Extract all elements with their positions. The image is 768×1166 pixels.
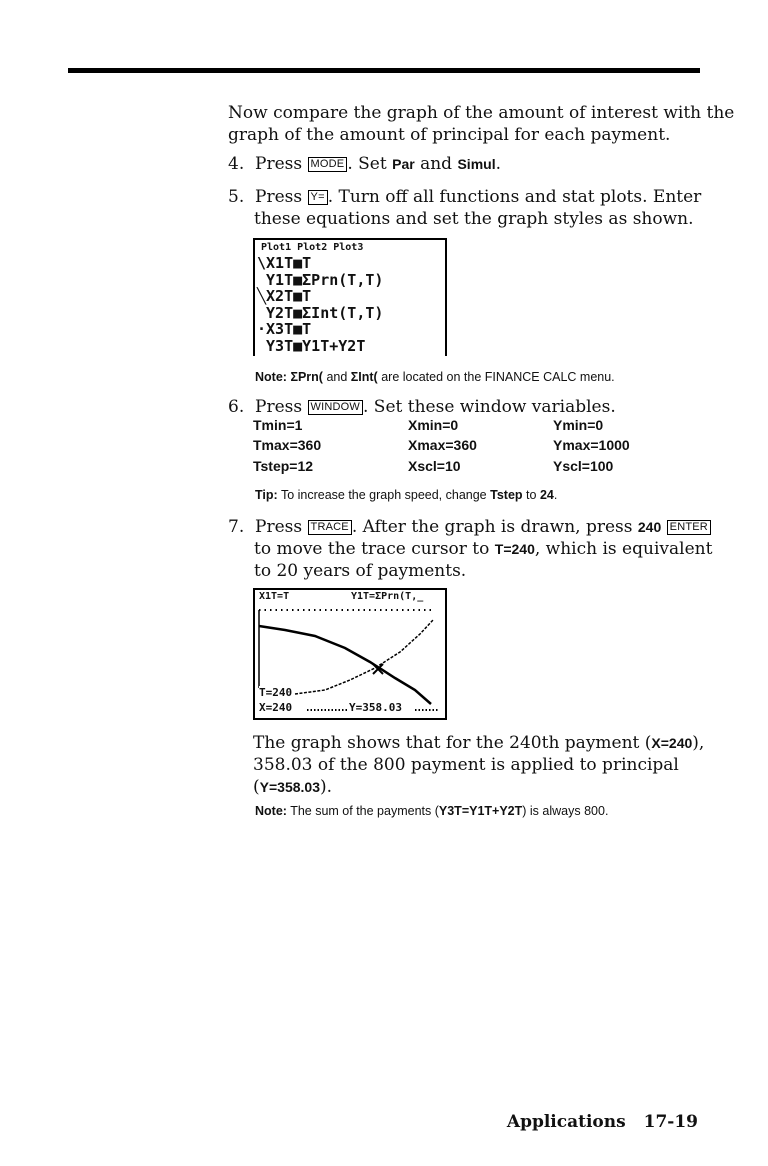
step-5: 5. Press Y= . Turn off all functions and stat plots. Enter these equations and set the graph styles as shown.: [228, 187, 702, 229]
page-footer: [507, 1112, 698, 1132]
trace-t-value: T=240: [259, 686, 293, 699]
y-row: Y3T■Y1T+Y2T: [257, 336, 366, 355]
y-row: ·X3T■T: [257, 320, 312, 338]
trace-graph-screen: [253, 588, 447, 720]
graph-function-label: Y1T=ΣPrn(T,_: [351, 591, 424, 602]
enter-key: ENTER: [667, 520, 711, 535]
mode-key: MODE: [308, 157, 348, 172]
y-row: \X1T■T: [257, 254, 312, 272]
summary-paragraph: The graph shows that for the 240th payment (X=240), 358.03 of the 800 payment is applied to principal (Y=358.03).: [253, 733, 705, 797]
note-finance-menu: Note: ΣPrn( and ΣInt( are located on the FINANCE CALC menu.: [255, 370, 615, 384]
header-rule: [68, 68, 700, 73]
trace-key: TRACE: [308, 520, 352, 535]
y-equals-key: Y=: [308, 190, 328, 205]
y-row: Y1T■ΣPrn(T,T): [257, 270, 384, 289]
tip: Tip: To increase the graph speed, change Tstep to 24.: [255, 488, 558, 502]
step-6: 6. Press WINDOW . Set these window variables.: [228, 397, 616, 417]
y-editor-screen: [253, 238, 447, 356]
window-key: WINDOW: [308, 400, 363, 415]
trace-x-value: X=240: [259, 701, 293, 714]
section-title: Applications: [506, 1112, 626, 1132]
intro-paragraph: Now compare the graph of the amount of interest with the graph of the amount of principal for each payment.: [228, 103, 735, 145]
step-7: 7. Press TRACE . After the graph is drawn, press 240 ENTER to move the trace cursor to T=240, which is equivalent to 20 years of payments.: [228, 517, 713, 581]
step-4: 4. Press MODE . Set Par and Simul.: [228, 154, 501, 174]
trace-y-value: Y=358.03: [349, 701, 402, 714]
y-row: ╲X2T■T: [257, 287, 312, 305]
graph-equation-label: X1T=T: [259, 591, 290, 602]
principal-curve: [295, 620, 433, 694]
y-row: Y2T■ΣInt(T,T): [257, 303, 384, 322]
note-sum: Note: The sum of the payments (Y3T=Y1T+Y2T) is always 800.: [255, 804, 609, 818]
page-number: 17-19: [643, 1112, 698, 1132]
plot-header: Plot1 Plot2 Plot3: [261, 242, 364, 253]
